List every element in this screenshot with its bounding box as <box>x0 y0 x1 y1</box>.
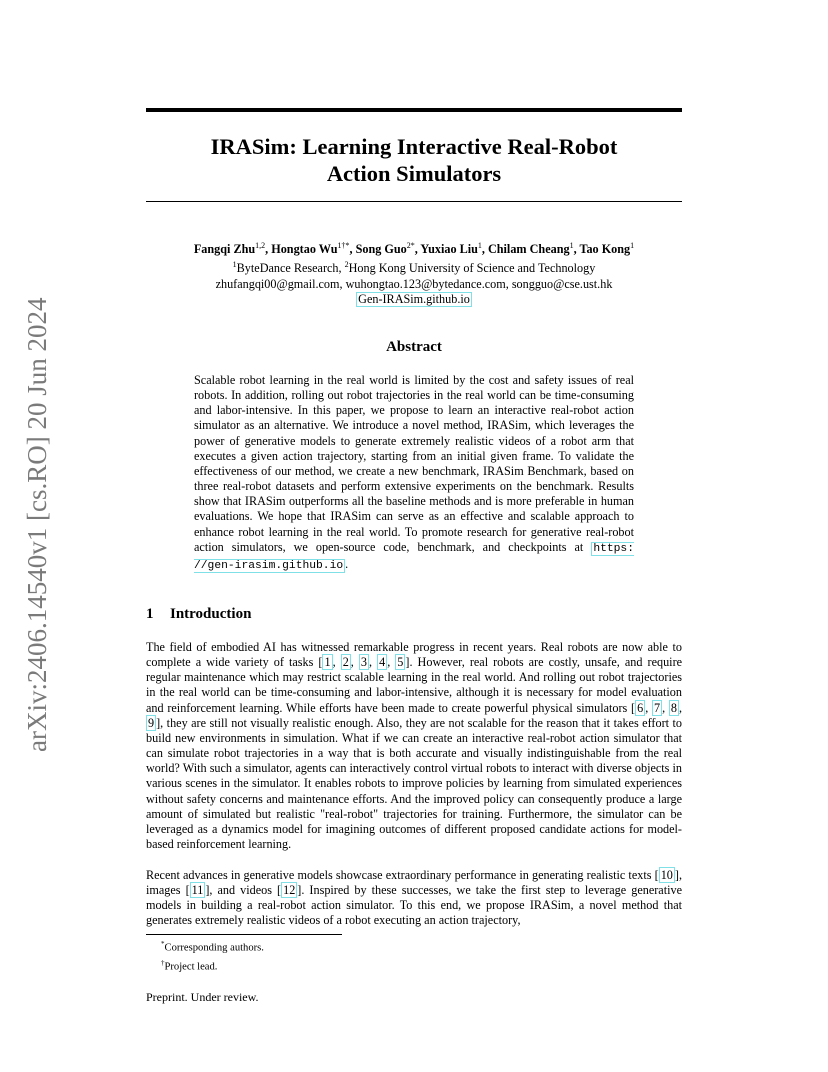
arxiv-identifier: arXiv:2406.14540v1 [cs.RO] 20 Jun 2024 <box>22 297 52 753</box>
citation-link[interactable]: 1 <box>324 655 331 670</box>
citation-link[interactable]: 12 <box>283 883 296 898</box>
affiliations: $^1$ByteDance Research, $^2$Hong Kong University of Science and Technology <box>232 260 596 276</box>
citation-link[interactable]: 4 <box>379 655 386 670</box>
footnotes <box>161 937 264 975</box>
title-rule-bottom <box>146 201 682 202</box>
citation-link[interactable]: 2 <box>342 655 349 670</box>
citation-link[interactable]: 9 <box>148 715 155 730</box>
abstract-heading: Abstract <box>386 339 442 355</box>
author-names: Fangqi Zhu$^{1,2}$, Hongtao $Wu^{1\dagger*}$, Song Guo$^{2*}$, Yuxiao Liu$^1$, Chilam Cheang$^1$, Tao Kong$^1$ <box>193 241 635 257</box>
title-rule-top <box>146 108 682 112</box>
paper-title <box>146 133 682 187</box>
citation-link[interactable]: 10 <box>660 868 673 882</box>
author-emails: zhufangqi00@gmail.com, wuhongtao.123@bytedance.com, songguo@cse.ust.hk <box>215 276 613 291</box>
project-link[interactable]: Gen-IRASim.github.io <box>358 292 470 307</box>
citation-link[interactable]: 5 <box>397 655 404 670</box>
author-block <box>146 238 682 308</box>
intro-paragraph-1: The field of embodied AI has witnessed remarkable progress in recent years. Real robots are now able to complete a wide variety of tasks [ 1 , 2 , 3 , 4 , 5 ]. However, real robots are costly, unsafe, and require regular maintenance which may restrict scalable learning in the real world. And rolling out robot trajectories in the real world can be time-consuming and labor-intensive, although it is necessary for model evaluation and reinforcement learning. While efforts have been made to create powerful physical simulators [ 6 , 7 , 8 , 9 ], they are still not visually realistic enough. Also, they are not scalable for the reason that it takes effort to build new environments in simulation. What if we can create an interactive real-robot action simulator that can simulate robot trajectories in a way that is both accurate and visually indistinguishable from the real world? With such a simulator, agents can interactively control virtual robots to interact with diverse objects in various scenes in the simulator. It enables robots to improve policies by learning from simulated experiences without safety concerns and maintenance efforts. And the improved policy can consequently produce a large amount of simulated but realistic "real-robot" trajectories for training. Furthermore, the simulator can be leveraged as a dynamics model for imagining outcomes of different proposed candidate actions for model-based reinforcement learning. <box>146 640 683 852</box>
footnote-corresponding: *Corresponding authors. <box>161 940 264 954</box>
citation-link[interactable]: 11 <box>191 883 204 898</box>
intro-paragraph-2: Recent advances in generative models showcase extraordinary performance in generating realistic texts [ 10 ], images [ 11 ], and videos [ 12 ]. Inspired by these successes, we take the first step to leverage generative models in building a real-robot action simulator. To this end, we propose IRASim, a novel method that generates extremely realistic videos of a robot executing an action trajectory, <box>146 868 682 928</box>
abstract-text: Scalable robot learning in the real world is limited by the cost and safety issues of real robots. In addition, rolling out robot trajectories in the real world can be time-consuming and labor-intensive. In this paper, we propose to learn an interactive real-robot action simulator as an alternative. We introduce a novel method, IRASim, which leverages the power of generative models to generate extremely realistic videos of a robot arm that executes a given action trajectory, starting from an initial given frame. To validate the effectiveness of our method, we create a new benchmark, IRASim Benchmark, based on three real-robot datasets and perform extensive experiments on the benchmark. Results show that IRASim outperforms all the baseline methods and is more preferable in human evaluations. We hope that IRASim can serve as an effective and scalable approach to enhance robot learning in the real world. To promote research for generative real-robot action simulators, we open-source code, benchmark, and checkpoints at https: //gen-irasim.github.io . <box>194 373 634 572</box>
citation-link[interactable]: 7 <box>654 700 661 715</box>
title-line-2: Action Simulators <box>326 161 502 186</box>
section-heading-introduction: 1 Introduction <box>146 606 252 622</box>
preprint-notice: Preprint. Under review. <box>146 990 259 1004</box>
title-line-1: IRASim: Learning Interactive Real-Robot <box>210 134 618 159</box>
citation-link[interactable]: 8 <box>670 700 677 715</box>
citation-link[interactable]: 3 <box>360 655 367 670</box>
footnote-project-lead: †Project lead. <box>161 959 218 973</box>
footnote-rule <box>146 934 342 935</box>
citation-link[interactable]: 6 <box>637 700 644 715</box>
code-url-link[interactable]: https: //gen-irasim.github.io <box>194 542 634 572</box>
